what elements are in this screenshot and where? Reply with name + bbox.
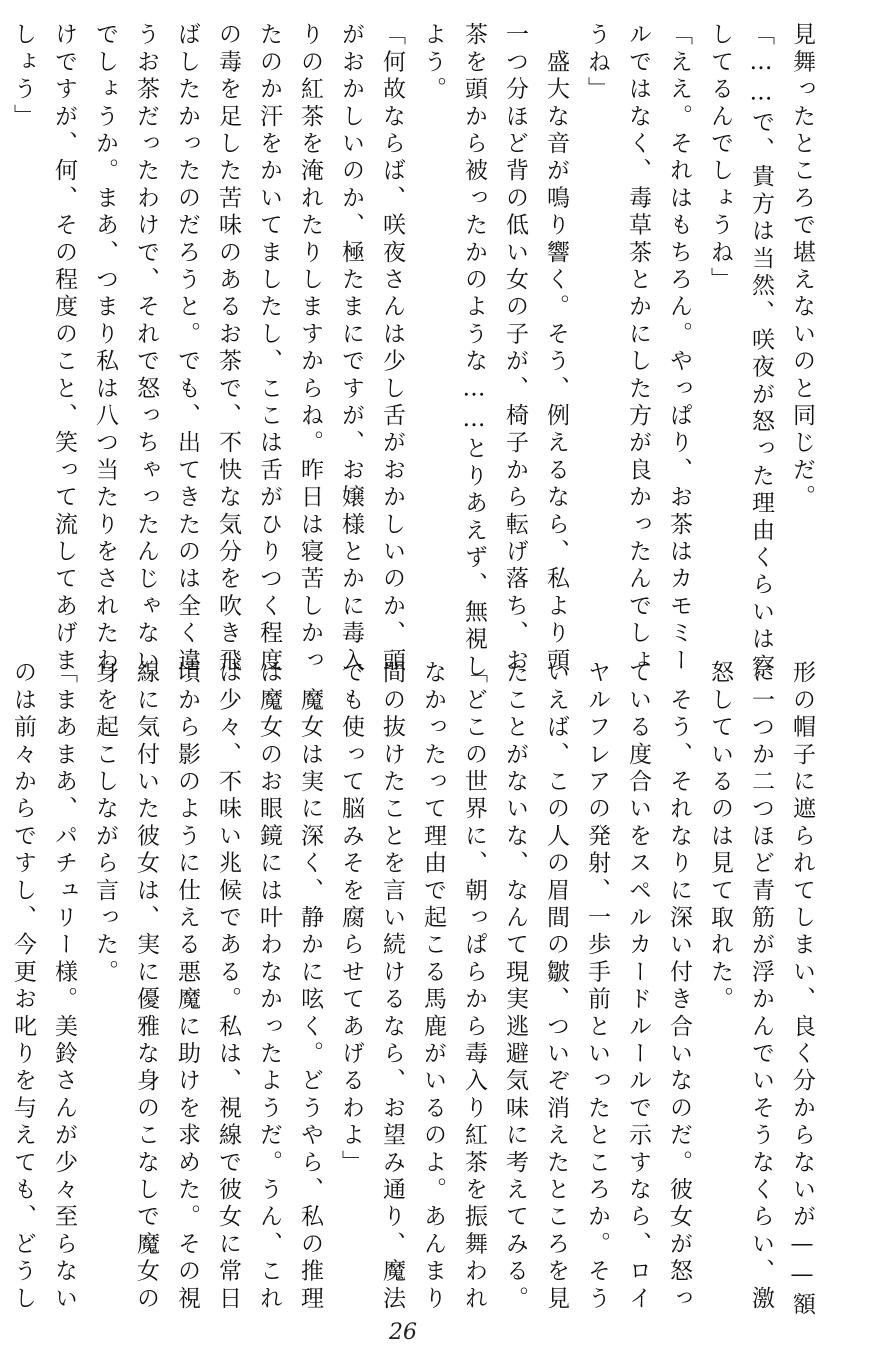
text-line: してるんでしょうね」 — [707, 22, 733, 294]
text-line: 魔女は実に深く、静かに呟く。どうやら、私の推理 — [297, 660, 323, 1313]
text-line: 茶を頭から被ったかのような……とりあえず、無視し — [461, 22, 487, 681]
text-line: は少々、不味い兆候である。私は、視線で彼女に常日 — [215, 660, 241, 1313]
text-line: 「まあまあ、パチュリー様。美鈴さんが少々至らない — [51, 660, 77, 1313]
text-line: 「何故ならば、咲夜さんは少し舌がおかしいのか、頭 — [379, 22, 405, 675]
text-line: の毒を足した苦味のあるお茶で、不快な気分を吹き飛 — [215, 22, 241, 675]
text-line: でしょうか。まあ、つまり私は八つ当たりをされたわ — [92, 22, 118, 675]
bottom-text-block — [10, 660, 822, 1319]
text-line: りの紅茶を淹れたりしますからね。昨日は寝苦しかっ — [297, 22, 323, 675]
text-line: ルではなく、毒草茶とかにした方が良かったんでしょ — [625, 22, 651, 675]
text-line: 「どこの世界に、朝っぱらから毒入り紅茶を振舞われ — [461, 660, 487, 1313]
text-line: 盛大な音が鳴り響く。そう、例えるなら、私より頭 — [543, 22, 569, 675]
text-line — [0, 22, 2, 642]
top-text-block — [10, 22, 822, 681]
text-line: は魔女のお眼鏡には叶わなかったようだ。うん、これ — [256, 660, 282, 1313]
text-line: 一つ分ほど背の低い女の子が、椅子から転げ落ち、お — [502, 22, 528, 675]
text-line: たことがないな、なんて現実逃避気味に考えてみる。 — [502, 660, 528, 1313]
page-number: 26 — [389, 1320, 417, 1345]
text-line: なかったって理由で起こる馬鹿がいるのよ。あんまり — [420, 660, 446, 1313]
text-line: けですが、何、その程度のこと、笑って流してあげま — [51, 22, 77, 675]
text-line: うお茶だったわけで、それで怒っちゃったんじゃない — [133, 22, 159, 675]
text-line: 見舞ったところで堪えないのと同じだ。 — [789, 22, 815, 512]
text-line: よう。 — [420, 22, 446, 104]
text-line: ている度合いをスペルカードルールで示すなら、ロイ — [625, 660, 651, 1313]
text-line: 頃から影のように仕える悪魔に助けを求めた。その視 — [174, 660, 200, 1313]
text-line: がおかしいのか、極たまにですが、お嬢様とかに毒入 — [338, 22, 364, 675]
text-line: 身を起こしながら言った。 — [92, 660, 118, 987]
text-line: のは前々からですし、今更お叱りを与えても、どうし — [10, 660, 36, 1313]
text-line: ばしたかったのだろうと。でも、出てきたのは全く違 — [174, 22, 200, 675]
text-line: 線に気付いた彼女は、実に優雅な身のこなしで魔女の — [133, 660, 159, 1313]
text-line: うね」 — [584, 22, 610, 104]
text-line: 「……で、貴方は当然、咲夜が怒った理由くらいは察 — [748, 22, 774, 681]
text-line: いえば、この人の眉間の皺、ついぞ消えたところを見 — [543, 660, 569, 1313]
text-line: ヤルフレアの発射、一歩手前といったところか。そう — [584, 660, 610, 1313]
text-line: に一つか二つほど青筋が浮かんでいそうなくらい、激 — [748, 660, 774, 1313]
text-line — [0, 660, 2, 1280]
text-line: たのか汗をかいてましたし、ここは舌がひりつく程度 — [256, 22, 282, 675]
text-line: 間の抜けたことを言い続けるなら、お望み通り、魔法 — [379, 660, 405, 1313]
text-line: 形の帽子に遮られてしまい、良く分からないが——額 — [789, 660, 815, 1319]
text-line: 怒しているのは見て取れた。 — [707, 660, 733, 1014]
text-line: そう、それなりに深い付き合いなのだ。彼女が怒っ — [666, 660, 692, 1313]
text-line: でも使って脳みそを腐らせてあげるわよ」 — [338, 660, 364, 1177]
text-line: 「ええ。それはもちろん。やっぱり、お茶はカモミー — [666, 22, 692, 675]
text-line: しょう」 — [10, 22, 36, 131]
